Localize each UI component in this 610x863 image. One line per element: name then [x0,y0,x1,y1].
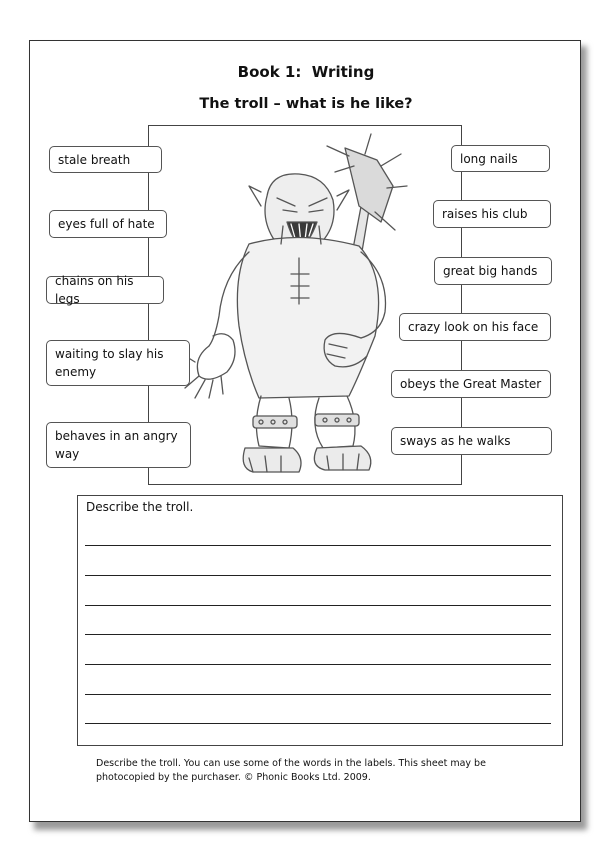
writing-line[interactable] [85,575,551,576]
writing-line[interactable] [85,545,551,546]
footer-note [96,757,536,785]
footer-line-1: Describe the troll. You can use some of the words in the labels. This sheet may be [96,758,486,769]
label-text: crazy look on his face [408,320,539,334]
label-text: behaves in an angry way [55,429,178,461]
label-chains-on-his-legs [46,276,164,304]
label-waiting-to-slay-his-enemy [46,340,190,386]
label-eyes-full-of-hate [49,210,167,238]
page-title: Book 1: Writing [237,63,375,81]
footer-line-2: photocopied by the purchaser. © Phonic Books Ltd. 2009. [96,772,371,783]
page-subtitle: The troll – what is he like? [199,96,413,112]
label-raises-his-club [433,200,551,228]
label-text: sways as he walks [400,434,511,448]
label-text: chains on his legs [55,274,134,306]
label-text: stale breath [58,152,131,167]
label-stale-breath [49,146,162,173]
label-text: waiting to slay his enemy [55,347,164,379]
label-text: great big hands [443,264,538,278]
label-crazy-look-on-his-face [399,313,551,341]
writing-line[interactable] [85,723,551,724]
writing-line[interactable] [85,634,551,635]
worksheet-page [29,40,581,822]
label-text: long nails [460,151,518,166]
writing-line[interactable] [85,605,551,606]
label-text: eyes full of hate [58,217,155,231]
label-great-big-hands [434,257,552,285]
writing-line[interactable] [85,694,551,695]
writing-line[interactable] [85,664,551,665]
label-text: raises his club [442,207,528,221]
label-text: obeys the Great Master [400,377,542,391]
label-behaves-in-an-angry-way [46,422,191,468]
writing-prompt: Describe the troll. [86,500,194,514]
label-obeys-the-great-master [391,370,551,398]
label-long-nails [451,145,550,172]
writing-area[interactable] [77,495,563,746]
label-sways-as-he-walks [391,427,552,455]
